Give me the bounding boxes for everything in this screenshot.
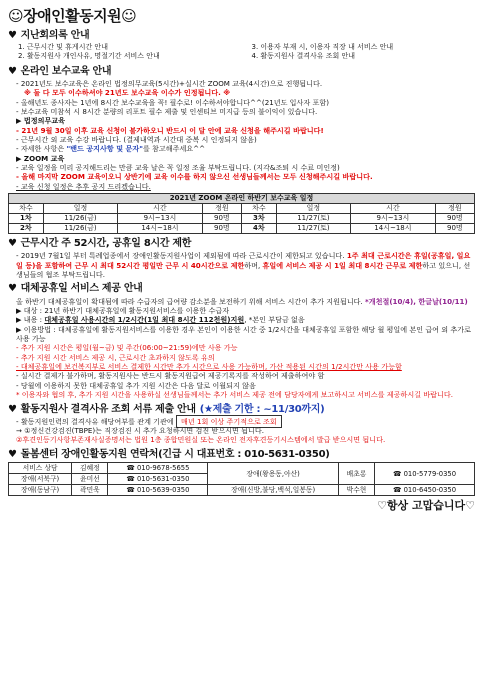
subst-line: ▶ 대상 : 21년 하반기 대체공휴일에 활동지원서비스를 이용한 수급자: [16, 305, 230, 315]
heart-icon: ♥: [8, 238, 17, 250]
subst-heading-text: 대체공휴일 서비스 제공 안내: [20, 283, 143, 295]
table-header-row: [9, 204, 475, 214]
contact-table: [8, 462, 475, 496]
subst-line: - 추가 지원 시간은 평일(월~금) 및 주간(06:00~21:59)에만 사용 가능: [16, 343, 238, 353]
check-heading: [8, 403, 475, 416]
band-link[interactable]: "밴드 공지사항 및 문자": [66, 144, 143, 154]
subst-line: ▶ 이용방법 : 대체공휴일에 활동지원서비스를 이용한 경우 본인이 이용한 시간 중 1/2시간을 대체공휴일 포함한 해당 월 평일에 본인 급여 외 추가로 사용 가능: [16, 324, 471, 344]
check-line: [16, 417, 475, 426]
work-heading: [8, 237, 475, 250]
work-limit-text: 1주 최대 근로시간은 휴일(공휴일, 일요일 등)을 포함하여 근무 시 최대 52시간 평일만 근무 시 40시간으로 제한: [16, 251, 471, 270]
subst-line: [16, 315, 475, 324]
table-row: [9, 224, 475, 234]
subst-support: 대체공휴일 사용시간의 1/2시간(1일 최대 8시간 112천원)지원: [44, 315, 245, 325]
table-header: 일정: [43, 204, 117, 214]
guide-list: [8, 43, 475, 61]
edu-heading-text: 온라인 보수교육 안내: [20, 65, 112, 77]
subst-line: - 당월에 이용하지 못한 대체공휴일 추가 지원 시간은 다음 달로 이월되지 않음: [16, 380, 256, 390]
contact-heading-text: 돌봄센터 장애인활동지원 연락처(긴급 시 대표번호 : 010-5631-0350): [20, 448, 330, 460]
edu-warning: ※ 둘 다 모두 이수하셔야 21년도 보수교육 이수가 인정됩니다. ※: [24, 88, 231, 98]
subst-heading: [8, 282, 475, 295]
edu-line: - 21년 9월 30일 이후 교육 신청이 불가하오니 반드시 이 달 안에 교육 신청을 해주시길 바랍니다!: [16, 125, 324, 135]
subst-text: 올 하반기 대체공휴일이 확대됨에 따라 수급자의 급여량 감소분을 보전하기 위해 서비스 시간이 추가 지원됩니다.: [16, 296, 366, 306]
guide-item: 2. 활동지원사 개인사유, 명절기간 서비스 안내: [18, 52, 160, 61]
subst-line: * 이용자와 협의 후, 추가 지원 시간을 사용하실 선생님들께서는 추가 서비스 제공 전에 담당자에게 보고하시고 서비스를 제공하시길 바랍니다.: [16, 390, 453, 400]
table-header: 일정: [276, 204, 350, 214]
check-text: - 활동지원인력의 결격사유 해당여부를 관계 기관에: [16, 416, 176, 426]
table-cell: 4차: [241, 224, 276, 234]
work-text: 하며,: [244, 260, 263, 270]
check-line: ②후견인등기사항부존재사실증명서는 법원 1층 종합민원실 또는 온라인 전자후견등기시스템에서 발급 받으시면 됩니다.: [16, 435, 386, 445]
contact-person: 박수현: [338, 485, 374, 496]
table-row: [9, 485, 475, 496]
table-cell: 2차: [9, 224, 44, 234]
edu-line: - 교육 일정을 미리 공지해드리는 만큼 교육 날은 꼭 일정 조율 부탁드립니다. (지각&조퇴 시 수료 미인정): [16, 163, 340, 173]
contact-dept: 장애(서북구): [9, 474, 72, 485]
work-body: [8, 251, 475, 279]
table-cell: 11/26(금): [43, 224, 117, 234]
check-body: [8, 417, 475, 445]
table-cell: 14시~18시: [351, 224, 436, 234]
page-title: ☺장애인활동지원☺: [8, 7, 137, 25]
check-heading-text: 활동지원사 결격사유 조회 서류 제출 안내: [20, 403, 196, 415]
table-cell: 11/27(토): [276, 214, 350, 224]
subst-line: - 추가 지원 시간 서비스 제공 시, 근로시간 초과하지 않도록 유의: [16, 352, 215, 362]
table-cell: 9시~13시: [351, 214, 436, 224]
table-cell: 90명: [202, 224, 241, 234]
subst-line: - 대체공휴일에 보건복지부로 서비스 결제한 시간만 추가 시간으로 사용 가능하며, 가산 적용된 시간의 1/2시간만 사용 가능함: [16, 362, 402, 372]
edu-text: 를 참고해주세요^^: [142, 144, 206, 154]
table-header: 정원: [435, 204, 474, 214]
guide-heading: [8, 29, 475, 42]
guide-item: 3. 이용자 부재 시, 이용자 직장 내 서비스 안내: [251, 43, 394, 52]
heart-icon: ♥: [8, 30, 17, 41]
edu-body: [8, 79, 475, 191]
work-heading-text: 근무시간 주 52시간, 공휴일 8시간 제한: [20, 238, 192, 250]
table-header: 시간: [351, 204, 436, 214]
table-header: 차수: [9, 204, 44, 214]
subst-body: [8, 297, 475, 400]
table-header: 시간: [118, 204, 203, 214]
edu-subheading: ▶ 법정의무교육: [16, 116, 66, 126]
table-cell: 9시~13시: [118, 214, 203, 224]
heart-icon: ♥: [8, 283, 17, 295]
work-limit-text: 휴일에 서비스 제공 시 1일 최대 8시간 근무로 제한: [262, 260, 423, 270]
edu-text: - 자세한 사항은: [16, 144, 67, 154]
work-text: - 2019년 7월1일 부터 특례업종에서 장애인활동지원사업이 제외됨에 따라 근로시간이 제한되고 있습니다.: [16, 251, 347, 261]
work-text: 하고 있으니, 선생님들의 협조 부탁드립니다.: [16, 260, 471, 280]
edu-heading: [8, 65, 475, 78]
table-row: [9, 214, 475, 224]
edu-line: - 2021년도 보수교육은 온라인 법정의무교육(5시간)+실시간 ZOOM 교육(4시간)으로 진행됩니다.: [16, 78, 323, 88]
edu-line: [16, 144, 475, 153]
heart-icon: ♥: [8, 448, 17, 460]
edu-line: - 교육 신청 일정은 추후 공지 드리겠습니다.: [16, 181, 151, 191]
check-deadline: (★제출 기한 : ~11/30까지): [199, 403, 325, 415]
guide-item: 1. 근무시간 및 휴게시간 안내: [18, 43, 108, 52]
table-row: [9, 463, 475, 474]
subst-text: , *본인 부담금 없음: [244, 315, 305, 325]
table-cell: 90명: [202, 214, 241, 224]
guide-heading-text: 지난회의록 안내: [20, 30, 90, 41]
heart-icon: ♥: [8, 403, 17, 415]
check-cycle: 매년 1회 이상 주기적으로 조회: [176, 415, 282, 428]
table-cell: 90명: [435, 224, 474, 234]
contact-person: 김혜정: [72, 463, 108, 474]
table-cell: 90명: [435, 214, 474, 224]
edu-line: - 올해 마지막 ZOOM 교육이오니 상반기에 교육 이수를 하지 않으신 선생님들께서는 모두 신청해주시길 바랍니다.: [16, 172, 373, 182]
contact-phone[interactable]: ☎ 010-9678-5655: [108, 463, 208, 474]
contact-dept: 장애(왕용동,아산): [208, 463, 339, 485]
subst-text: ▶ 내용 :: [16, 315, 45, 325]
table-header: 정원: [202, 204, 241, 214]
zoom-schedule-table: [8, 193, 475, 234]
table-cell: 11/26(금): [43, 214, 117, 224]
table-cell: 11/27(토): [276, 224, 350, 234]
contact-dept: 장애(신방,불당,백석,일봉동): [208, 485, 339, 496]
closing-message: ♡항상 고맙습니다♡: [377, 499, 475, 513]
contact-heading: [8, 448, 475, 461]
holiday-dates: *개천절(10/4), 한글날(10/11): [365, 296, 468, 306]
guide-item: 4. 활동지원사 결격사유 조회 안내: [251, 52, 355, 61]
contact-phone[interactable]: ☎ 010-6450-0350: [375, 485, 475, 496]
edu-line: - 보수교육 미참석 시 8시간 분량의 리포트 필수 제출 및 인센티브 미지급 등의 불이익이 있습니다.: [16, 106, 318, 116]
table-cell: 14시~18시: [118, 224, 203, 234]
contact-phone[interactable]: ☎ 010-5639-0350: [108, 485, 208, 496]
edu-line: - 근무시간 외 교육 수강 바랍니다. (결제내역과 시간대 중복 시 인정되지 않음): [16, 135, 257, 144]
table-cell: 3차: [241, 214, 276, 224]
table-cell: 1차: [9, 214, 44, 224]
check-line: → ①정신건강검진(TBPE)는 직장검진 시 추가 요청하시면 검진 받으시면 됩니다.: [16, 426, 264, 436]
table-header: 차수: [241, 204, 276, 214]
contact-person: 배초롱: [338, 463, 374, 485]
heart-icon: ♥: [8, 65, 17, 77]
contact-person: 곽민욱: [72, 485, 108, 496]
contact-phone[interactable]: ☎ 010-5779-0350: [375, 463, 475, 485]
table-caption: 2021년 ZOOM 온라인 하반기 보수교육 일정: [9, 194, 475, 204]
edu-subheading: ▶ ZOOM 교육: [16, 153, 65, 163]
contact-dept: 장애(동남구): [9, 485, 72, 496]
contact-dept: 서비스 상담: [9, 463, 72, 474]
edu-line: - 올해년도 종사자는 1년에 8시간 보수교육을 꼭! 필수로! 이수하셔야합니다^^(21년도 입사자 포함): [16, 97, 329, 107]
subst-line: [16, 297, 475, 306]
subst-line: - 실시간 결제가 불가하며, 활동지원사는 반드시 활동지원급여 제공기록지를 작성하여 제출하여야 함: [16, 371, 325, 381]
contact-person: 윤미선: [72, 474, 108, 485]
contact-phone[interactable]: ☎ 010-5631-0350: [108, 474, 208, 485]
